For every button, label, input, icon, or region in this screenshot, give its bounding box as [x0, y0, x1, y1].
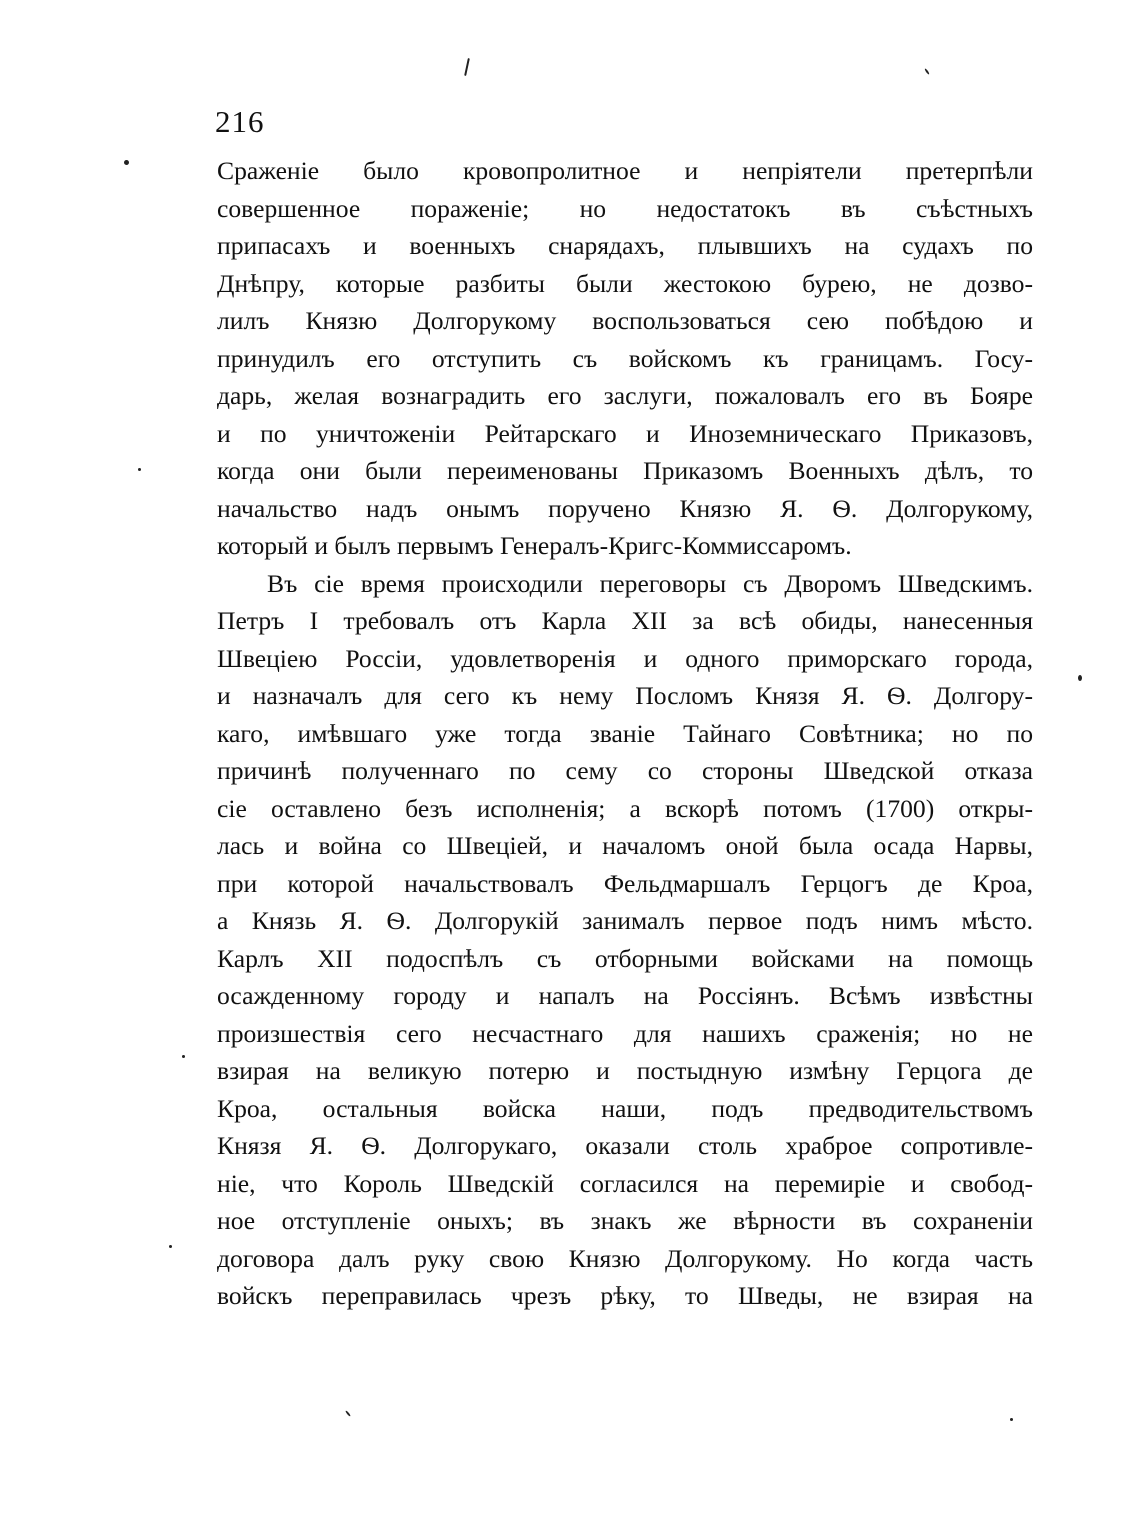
text-line: Швеціею Россіи, удовлетворенія и одного приморскаго города, [217, 643, 1033, 673]
text-line: Князя Я. Ѳ. Долгорукаго, оказали столь храброе сопротивле- [217, 1131, 1033, 1160]
text-line: лилъ Князю Долгорукому воспользоваться сею побѣдою и [217, 306, 1033, 335]
text-line: Сраженіе было кровопролитное и непріятели претерпѣли [217, 156, 1033, 185]
text-line: Карлъ XII подоспѣлъ съ отборными войсками на помощь [217, 943, 1033, 973]
text-line: который и былъ первымъ Генералъ-Кригс-Коммиссаромъ. [217, 531, 852, 560]
body-text [217, 152, 1033, 1315]
scan-speck [1078, 675, 1082, 681]
text-line: ніе, что Король Шведскій согласился на перемиріе и свобод- [217, 1168, 1033, 1198]
text-line: Днѣпру, которые разбиты были жестокою бурею, не дозво- [217, 268, 1033, 298]
text-line: когда они были переименованы Приказомъ Военныхъ дѣлъ, то [217, 456, 1033, 485]
text-line: каго, имѣвшаго уже тогда званіе Тайнаго Совѣтника; но по [217, 718, 1033, 748]
paragraph-first-line: Въ сіе время происходили переговоры съ Дворомъ Шведскимъ. [267, 568, 1033, 598]
text-line: ное отступленіе оныхъ; въ знакъ же вѣрности въ сохраненіи [217, 1206, 1033, 1235]
text-line: и по уничтоженіи Рейтарскаго и Иноземническаго Приказовъ, [217, 418, 1033, 448]
text-line: лась и война со Швеціей, и началомъ оной была осада Нарвы, [217, 831, 1033, 860]
scan-speck [169, 1245, 172, 1248]
scan-speck [345, 1410, 351, 1417]
scan-speck [924, 68, 930, 75]
text-line: войскъ переправилась чрезъ рѣку, то Шведы, не взирая на [217, 1281, 1033, 1310]
text-line: взирая на великую потерю и постыдную измѣну Герцога де [217, 1056, 1033, 1085]
page-number: 216 [215, 104, 265, 139]
text-line: и назначалъ для сего къ нему Посломъ Князя Я. Ѳ. Долгору- [217, 681, 1033, 710]
scan-speck [464, 58, 470, 76]
scan-speck [138, 468, 141, 471]
scan-speck [182, 1055, 185, 1058]
text-line: сіе оставлено безъ исполненія; а вскорѣ потомъ (1700) откры- [217, 793, 1033, 823]
text-line: причинѣ полученнаго по сему со стороны Шведской отказа [217, 756, 1033, 785]
text-line: а Князь Я. Ѳ. Долгорукій занималъ первое подъ нимъ мѣсто. [217, 906, 1033, 935]
text-line: при которой начальствовалъ Фельдмаршалъ Герцогъ де Кроа, [217, 868, 1033, 898]
text-line: осажденному городу и напалъ на Россіянъ. Всѣмъ извѣстны [217, 981, 1033, 1010]
scan-speck [1010, 1418, 1013, 1421]
text-line: дарь, желая вознаградить его заслуги, пожаловалъ его въ Бояре [217, 381, 1033, 410]
text-line: припасахъ и военныхъ снарядахъ, плывшихъ на судахъ по [217, 231, 1033, 260]
scan-speck [124, 160, 129, 165]
text-line: произшествія сего несчастнаго для нашихъ сраженія; но не [217, 1018, 1033, 1048]
text-line: Кроа, остальныя войска наши, подъ предводительствомъ [217, 1093, 1033, 1123]
text-line: договора далъ руку свою Князю Долгорукому. Но когда часть [217, 1243, 1033, 1273]
text-line: начальство надъ онымъ поручено Князю Я. Ѳ. Долгорукому, [217, 493, 1033, 523]
text-line: принудилъ его отступить съ войскомъ къ границамъ. Госу- [217, 343, 1033, 373]
text-line: совершенное пораженіе; но недостатокъ въ съѣстныхъ [217, 193, 1033, 223]
text-line: Петръ I требовалъ отъ Карла XII за всѣ обиды, нанесенныя [217, 606, 1033, 635]
